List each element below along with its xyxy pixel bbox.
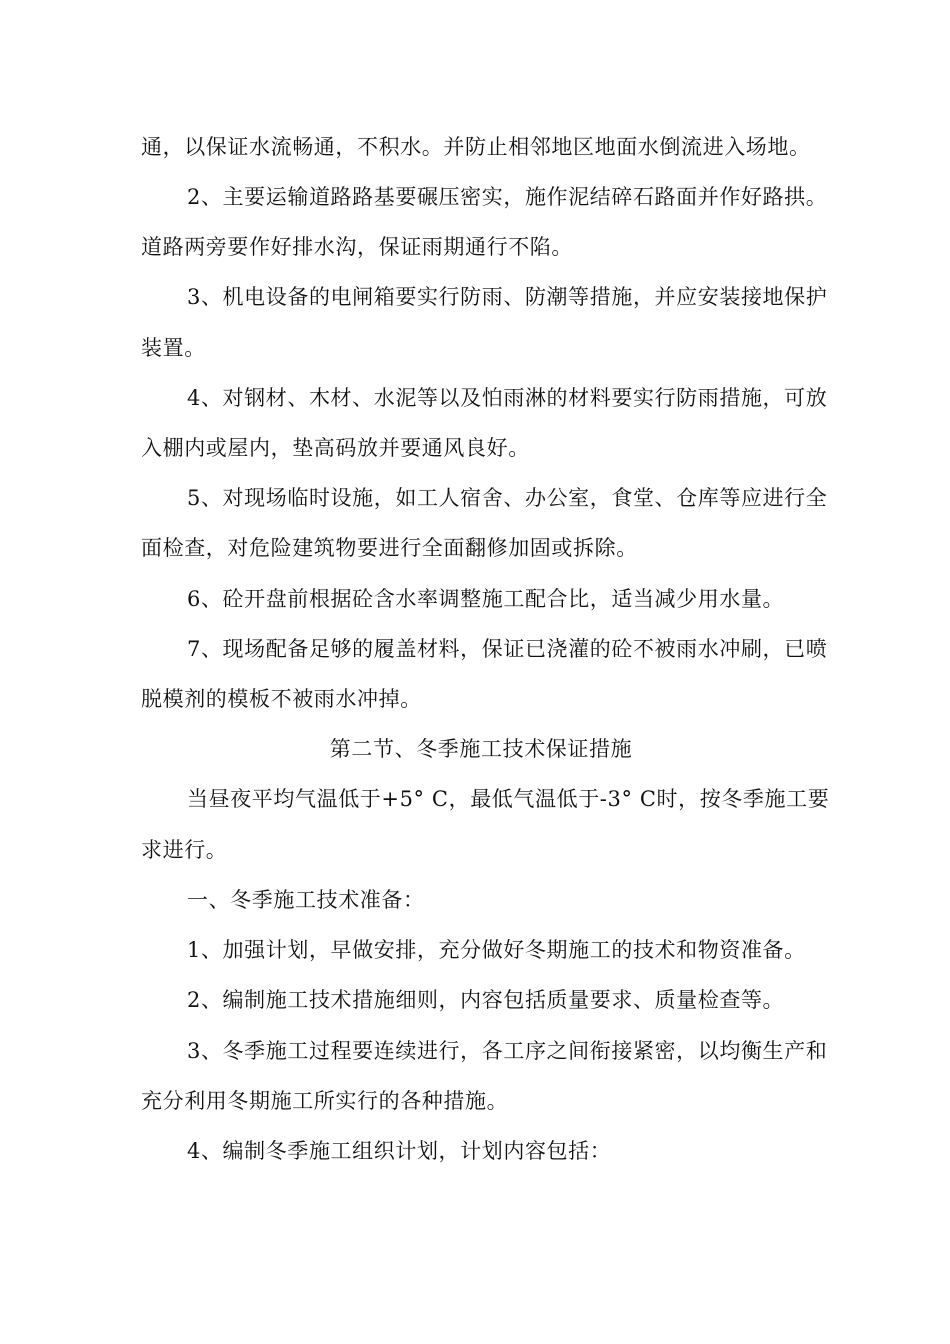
paragraph-line: 当昼夜平均气温低于+5° C，最低气温低于-3° C时，按冬季施工要 (187, 787, 830, 811)
paragraph-line: 2、主要运输道路路基要碾压密实，施作泥结碎石路面并作好路拱。 (187, 185, 828, 209)
paragraph-line: 装置。 (141, 336, 206, 360)
paragraph-line: 4、编制冬季施工组织计划，计划内容包括： (187, 1139, 612, 1163)
paragraph-line: 6、砼开盘前根据砼含水率调整施工配合比，适当减少用水量。 (187, 587, 785, 611)
paragraph-line: 3、机电设备的电闸箱要实行防雨、防潮等措施，并应安装接地保护 (187, 285, 828, 309)
paragraph-line: 7、现场配备足够的履盖材料，保证已浇灌的砼不被雨水冲刷，已喷 (187, 637, 828, 661)
paragraph-line: 求进行。 (141, 838, 228, 862)
paragraph-line: 充分利用冬期施工所实行的各种措施。 (141, 1089, 509, 1113)
paragraph-line: 面检查，对危险建筑物要进行全面翻修加固或拆除。 (141, 536, 638, 560)
paragraph-line: 1、加强计划，早做安排，充分做好冬期施工的技术和物资准备。 (187, 938, 806, 962)
paragraph-line: 4、对钢材、木材、水泥等以及怕雨淋的材料要实行防雨措施，可放 (187, 386, 828, 410)
section-heading: 第二节、冬季施工技术保证措施 (329, 737, 633, 761)
paragraph-line: 2、编制施工技术措施细则，内容包括质量要求、质量检查等。 (187, 988, 785, 1012)
subsection-heading: 一、冬季施工技术准备： (187, 888, 425, 912)
paragraph-line: 脱模剂的模板不被雨水冲掉。 (141, 687, 422, 711)
paragraph-line: 入棚内或屋内，垫高码放并要通风良好。 (141, 436, 530, 460)
paragraph-line: 通，以保证水流畅通，不积水。并防止相邻地区地面水倒流进入场地。 (141, 135, 811, 159)
paragraph-line: 5、对现场临时设施，如工人宿舍、办公室，食堂、仓库等应进行全 (187, 486, 828, 510)
paragraph-line: 3、冬季施工过程要连续进行，各工序之间衔接紧密，以均衡生产和 (187, 1039, 828, 1063)
paragraph-line: 道路两旁要作好排水沟，保证雨期通行不陷。 (141, 235, 573, 259)
